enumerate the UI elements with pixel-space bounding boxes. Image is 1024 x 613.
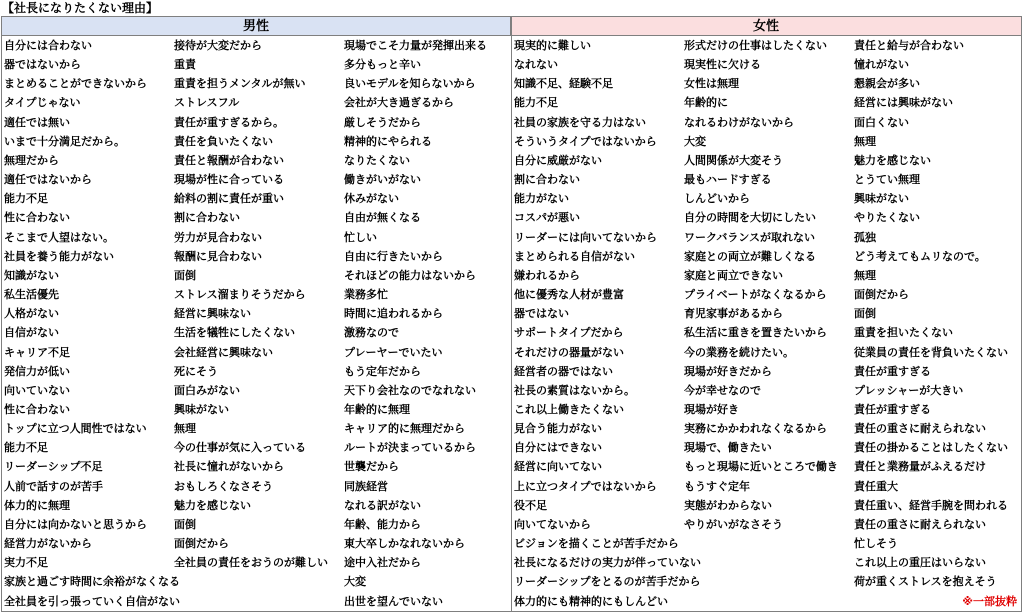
list-item: 魅力を感じない [854, 153, 931, 167]
list-item: 割に合わない [174, 211, 240, 225]
list-item: 現場が好き [684, 402, 739, 416]
list-item: 今の仕事が気に入っている [174, 441, 306, 455]
list-item: 面白みがない [174, 383, 240, 397]
list-item: 給料の割に責任が重い [174, 192, 284, 206]
list-item: 家庭と両立できない [684, 268, 783, 282]
list-item: 知識不足、経験不足 [514, 77, 613, 91]
list-item: 発信力が低い [4, 364, 70, 378]
list-item: 年齢、能力から [344, 517, 421, 531]
list-item: 社長に憧れがないから [174, 460, 284, 474]
list-item: とうてい無理 [854, 173, 920, 187]
header-male: 男性 [2, 17, 511, 36]
list-item: 家族と過ごす時間に余裕がなくなる [4, 575, 180, 589]
list-item [172, 592, 342, 611]
list-item: そこまで人望はない。 [4, 230, 114, 244]
list-item: プレッシャーが大きい [854, 383, 964, 397]
list-item: ルートが決まっているから [344, 441, 476, 455]
list-item: これ以上働きたくない [514, 402, 624, 416]
list-item: キャリア不足 [4, 345, 70, 359]
list-item: 業務多忙 [344, 288, 388, 302]
list-item: 適任ではないから [4, 173, 92, 187]
list-item: それほどの能力はないから [344, 268, 476, 282]
list-item: 年齢的に [684, 96, 728, 110]
list-item: 責任の重さに耐えられない [854, 422, 986, 436]
list-item: これ以上の重圧はいらない [854, 556, 986, 570]
list-item: おもしろくなさそう [174, 479, 273, 493]
list-item: そういうタイプではないから [514, 134, 657, 148]
list-item: 私生活優先 [4, 288, 59, 302]
list-item: 世襲だから [344, 460, 399, 474]
list-item: 重責を担いたくない [854, 326, 953, 340]
list-item: 忙しそう [854, 537, 898, 551]
list-item: 責任が重すぎるから。 [174, 115, 284, 129]
list-item: 自由が無くなる [344, 211, 421, 225]
list-item: ビジョンを描くことが苦手だから [514, 537, 679, 551]
list-item: 面倒 [174, 268, 196, 282]
list-item: 責任の重さに耐えられない [854, 517, 986, 531]
list-item: なれるわけがないから [684, 115, 794, 129]
list-item: 自信がない [4, 326, 59, 340]
list-item: 性に合わない [4, 402, 70, 416]
list-item: 自分には合わない [4, 39, 92, 52]
excerpt-note: ※一部抜粋 [962, 595, 1017, 608]
list-item: 激務なので [344, 326, 399, 340]
list-item: 経営者の器ではない [514, 364, 613, 378]
list-item: プレーヤーでいたい [344, 345, 443, 359]
list-item: 人格がない [4, 307, 59, 321]
list-item: 人前で話すのが苦手 [4, 479, 103, 493]
list-item: 社員を養う能力がない [4, 249, 114, 263]
list-item: 能力不足 [4, 441, 48, 455]
list-item: まとめられる自信がない [514, 249, 635, 263]
list-item: 憧れがない [854, 58, 909, 72]
header-female: 女性 [511, 17, 1021, 36]
list-item: もう定年だから [344, 364, 421, 378]
list-item: 無理 [174, 422, 196, 436]
list-item: それだけの器量がない [514, 345, 624, 359]
list-item: 生活を犠牲にしたくない [174, 326, 295, 340]
list-item: 面倒 [854, 307, 876, 321]
list-item: 無理 [854, 134, 876, 148]
male-column-2 [172, 36, 342, 611]
list-item: 出世を望んでいない [344, 594, 443, 608]
list-item: 器ではないから [4, 58, 81, 72]
list-item: 同族経営 [344, 479, 388, 493]
list-item: やりたくない [854, 211, 920, 225]
list-item: 責任と給与が合わない [854, 39, 964, 52]
list-item: 全社員の責任をおうのが難しい [174, 556, 328, 570]
list-item: 興味がない [854, 192, 909, 206]
list-item: なりたくない [344, 153, 410, 167]
list-item [682, 553, 852, 572]
list-item: 忙しい [344, 230, 377, 244]
list-item: 魅力を感じない [174, 498, 251, 512]
list-item: 年齢的に無理 [344, 402, 410, 416]
list-item: 体力的にも精神的にもしんどい [514, 594, 668, 608]
list-item: 体力的に無理 [4, 498, 70, 512]
list-item: 無理だから [4, 153, 59, 167]
list-item: 孤独 [854, 230, 876, 244]
list-item: もっと現場に近いところで働き [684, 460, 838, 474]
list-item: 能力不足 [4, 192, 48, 206]
list-item: 現場で、働きたい [684, 441, 772, 455]
list-item: 面倒だから [854, 288, 909, 302]
list-item: 社長になるだけの実力が伴っていない [514, 556, 701, 570]
list-item: 無理 [854, 268, 876, 282]
list-item: 人間関係が大変そう [684, 153, 783, 167]
list-item: 全社員を引っ張っていく自信がない [4, 594, 180, 608]
list-item: 厳しそうだから [344, 115, 421, 129]
list-item: 現場が性に合っている [174, 173, 284, 187]
list-item: 今が幸せなので [684, 383, 761, 397]
female-column-3 [852, 36, 1022, 611]
list-item: 性に合わない [4, 211, 70, 225]
list-item: 社長の素質はないから。 [514, 383, 635, 397]
female-column-2 [682, 36, 852, 611]
list-item: 経営には興味がない [854, 96, 953, 110]
list-item: 東大卒しかなれないから [344, 537, 465, 551]
list-item: 時間に追われるから [344, 307, 443, 321]
list-item: 実態がわからない [684, 498, 772, 512]
list-item: リーダーには向いてないから [514, 230, 657, 244]
list-item: 経営に興味ない [174, 307, 251, 321]
list-item: トップに立つ人間性ではない [4, 422, 147, 436]
list-item: 適任では無い [4, 115, 70, 129]
list-item: 興味がない [174, 402, 229, 416]
list-item: 死にそう [174, 364, 218, 378]
list-item: 育児家事があるから [684, 307, 783, 321]
list-item: 報酬に見合わない [174, 249, 262, 263]
list-item: 休みがない [344, 192, 399, 206]
list-item: 途中入社だから [344, 556, 421, 570]
list-item: 上に立つタイプではないから [514, 479, 657, 493]
list-item: ストレス溜まりそうだから [174, 288, 306, 302]
list-item: 向いてないから [514, 517, 591, 531]
list-item: 荷が重くストレスを抱えそう [854, 575, 997, 589]
list-item: 嫌われるから [514, 268, 580, 282]
list-item: 器ではない [514, 307, 569, 321]
list-item: 会社経営に興味ない [174, 345, 273, 359]
list-item: なれる訳がない [344, 498, 421, 512]
list-item: 面倒 [174, 517, 196, 531]
list-item: 社員の家族を守る力はない [514, 115, 646, 129]
list-item: 従業員の責任を背負いたくない [854, 345, 1008, 359]
list-item: 実務にかかわれなくなるから [684, 422, 827, 436]
list-item: 経営力がないから [4, 537, 92, 551]
list-item: 多分もっと辛い [344, 58, 421, 72]
page-title: 【社長になりたくない理由】 [2, 1, 159, 15]
list-item: 会社が大き過ぎるから [344, 96, 454, 110]
list-item: 責任重大 [854, 479, 898, 493]
list-item: 経営に向いてない [514, 460, 602, 474]
list-item: 天下り会社なのでなれない [344, 383, 476, 397]
list-item: 大変 [344, 575, 366, 589]
list-item: 責任と報酬が合わない [174, 153, 284, 167]
list-item [682, 572, 852, 591]
list-item: ストレスフル [174, 96, 240, 110]
list-item: 私生活に重きを置きたいから [684, 326, 827, 340]
list-item: ワークバランスが取れない [684, 230, 816, 244]
list-item: 現場でこそ力量が発揮出来る [344, 39, 487, 52]
list-item: 知識がない [4, 268, 59, 282]
list-item: まとめることができないから [4, 77, 147, 91]
list-item: キャリア的に無理だから [344, 422, 465, 436]
reasons-table [1, 16, 1022, 612]
list-item: 責任の掛かることはしたくない [854, 441, 1008, 455]
list-item: 自由に行きたいから [344, 249, 443, 263]
list-item: 労力が見合わない [174, 230, 262, 244]
list-item: 形式だけの仕事はしたくない [684, 39, 827, 52]
list-item [172, 572, 342, 591]
list-item: 接待が大変だから [174, 39, 262, 52]
list-item: どう考えてもムリなので。 [854, 249, 986, 263]
list-item: 責任を負いたくない [174, 134, 273, 148]
list-item: もうすぐ定年 [684, 479, 750, 493]
list-item: 割に合わない [514, 173, 580, 187]
list-item: コスパが悪い [514, 211, 580, 225]
list-item: やりがいがなさそう [684, 517, 783, 531]
list-item: 最もハードすぎる [684, 173, 772, 187]
list-item: 自分にはできない [514, 441, 602, 455]
list-item: 見合う能力がない [514, 422, 602, 436]
male-column-3 [342, 36, 511, 611]
list-item: 家庭との両立が難しくなる [684, 249, 816, 263]
list-item: 重責を担うメンタルが無い [174, 77, 306, 91]
list-item [682, 534, 852, 553]
list-item: なれない [514, 58, 558, 72]
list-item: 責任重い、経営手腕を問われる [854, 498, 1008, 512]
list-item: 自分に威厳がない [514, 153, 602, 167]
list-item: 懇親会が多い [854, 77, 920, 91]
list-item: 他に優秀な人材が豊富 [514, 288, 624, 302]
list-item: 向いていない [4, 383, 70, 397]
list-item: サポートタイプだから [514, 326, 624, 340]
list-item: リーダーシップをとるのが苦手だから [514, 575, 701, 589]
list-item: 現実的に難しい [514, 39, 591, 52]
list-item: 責任が重すぎる [854, 364, 931, 378]
list-item: 精神的にやられる [344, 134, 432, 148]
list-item: 働きがいがない [344, 173, 421, 187]
list-item: 能力がない [514, 192, 569, 206]
list-item: 能力不足 [514, 96, 558, 110]
list-item: しんどいから [684, 192, 750, 206]
list-item: 実力不足 [4, 556, 48, 570]
list-item: 自分の時間を大切にしたい [684, 211, 816, 225]
list-item: 良いモデルを知らないから [344, 77, 476, 91]
list-item: タイプじゃない [4, 96, 81, 110]
list-item: プライベートがなくなるから [684, 288, 827, 302]
list-item [682, 592, 852, 611]
list-item: 今の業務を続けたい。 [684, 345, 794, 359]
list-item: 責任と業務量がふえるだけ [854, 460, 986, 474]
list-item: 面倒だから [174, 537, 229, 551]
list-item: 責任が重すぎる [854, 402, 931, 416]
list-item: 大変 [684, 134, 706, 148]
list-item: 現場が好きだから [684, 364, 772, 378]
list-item: 役不足 [514, 498, 547, 512]
list-item: いまで十分満足だから。 [4, 134, 125, 148]
male-column-1 [2, 36, 180, 611]
list-item: リーダーシップ不足 [4, 460, 103, 474]
list-item: 現実性に欠ける [684, 58, 761, 72]
list-item: 面白くない [854, 115, 909, 129]
list-item: 女性は無理 [684, 77, 739, 91]
list-item: 自分には向かないと思うから [4, 517, 147, 531]
list-item: 重責 [174, 58, 196, 72]
